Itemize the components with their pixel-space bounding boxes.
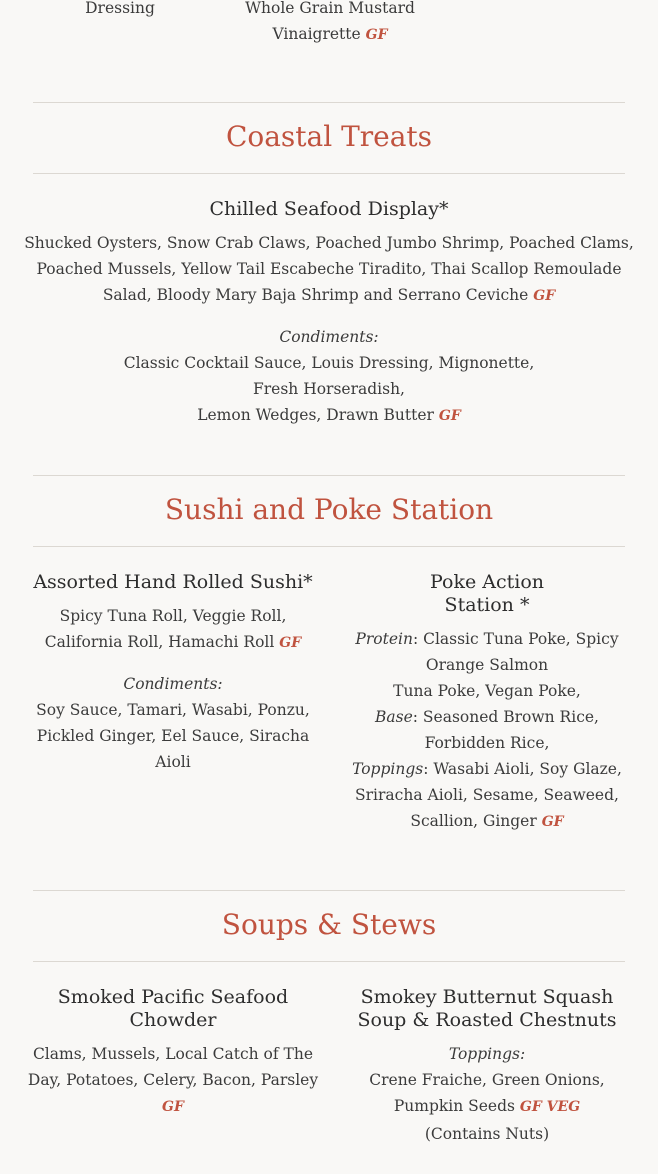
toppings-label: Toppings [352,760,424,778]
condiments-block: Condiments: Classic Cocktail Sauce, Louis Dressing, Mignonette, Fresh Horseradish, Lemon Wedges, Drawn Butter GF [20,324,638,429]
section-divider [33,475,625,476]
gluten-free-badge: GF [533,288,556,304]
condiments-block: Condiments: Soy Sauce, Tamari, Wasabi, Ponzu, Pickled Ginger, Eel Sauce, Siracha Aioli [23,671,323,775]
gluten-free-badge: GF [162,1099,184,1115]
section-divider [33,890,625,891]
item-title-butternut-squash: Smokey Butternut Squash Soup & Roasted Chestnuts [357,986,617,1031]
condiments-label: Condiments: [279,328,379,346]
condiments-label: Condiments: [123,675,223,693]
gluten-free-badge: GF [541,814,564,830]
item-title-poke: Poke Action Station * [430,571,544,616]
allergen-note: (Contains Nuts) [424,1125,550,1143]
section-title-soups: Soups & Stews [221,908,437,941]
item-title-sushi: Assorted Hand Rolled Sushi* [33,571,313,593]
toppings-label: Toppings: [448,1045,526,1063]
gluten-free-badge: GF [365,27,388,43]
section-divider [33,961,625,962]
dietary-badges: GF VEG [519,1099,581,1115]
item-description: Clams, Mussels, Local Catch of The Day, Potatoes, Celery, Bacon, Parsley GF [27,1045,319,1115]
section-divider [33,102,625,103]
section-divider [33,173,625,174]
base-label: Base [375,708,413,726]
previous-item-text: Dressing [85,0,155,17]
section-title-coastal: Coastal Treats [225,120,433,153]
item-description: Spicy Tuna Roll, Veggie Roll, California Roll, Hamachi Roll GF [44,607,302,651]
protein-label: Protein [355,630,413,648]
section-title-sushi: Sushi and Poke Station [164,493,494,526]
previous-item-text-right: Whole Grain Mustard Vinaigrette GF [245,0,415,43]
item-title-chilled-seafood: Chilled Seafood Display* [209,198,449,220]
item-description: Toppings: Crene Fraiche, Green Onions, Pumpkin Seeds GF VEG (Contains Nuts) [337,1041,637,1147]
section-divider [33,546,625,547]
gluten-free-badge: GF [438,408,461,424]
item-title-chowder: Smoked Pacific Seafood Chowder [57,986,289,1031]
item-description: Shucked Oysters, Snow Crab Claws, Poached Jumbo Shrimp, Poached Clams, Poached Mussels, Yellow Tail Escabeche Tiradito, Thai Scallop Remoulade Salad, Bloody Mary Baja Shrimp and Serrano Ceviche GF [24,234,634,304]
item-description: Protein: Classic Tuna Poke, Spicy Orange Salmon Tuna Poke, Vegan Poke, Base: Seasoned Brown Rice, Forbidden Rice, Toppings: Wasabi Aioli, Soy Glaze, Sriracha Aioli, Sesame, Seaweed, Scallion, Ginger GF [352,630,622,830]
gluten-free-badge: GF [279,635,302,651]
